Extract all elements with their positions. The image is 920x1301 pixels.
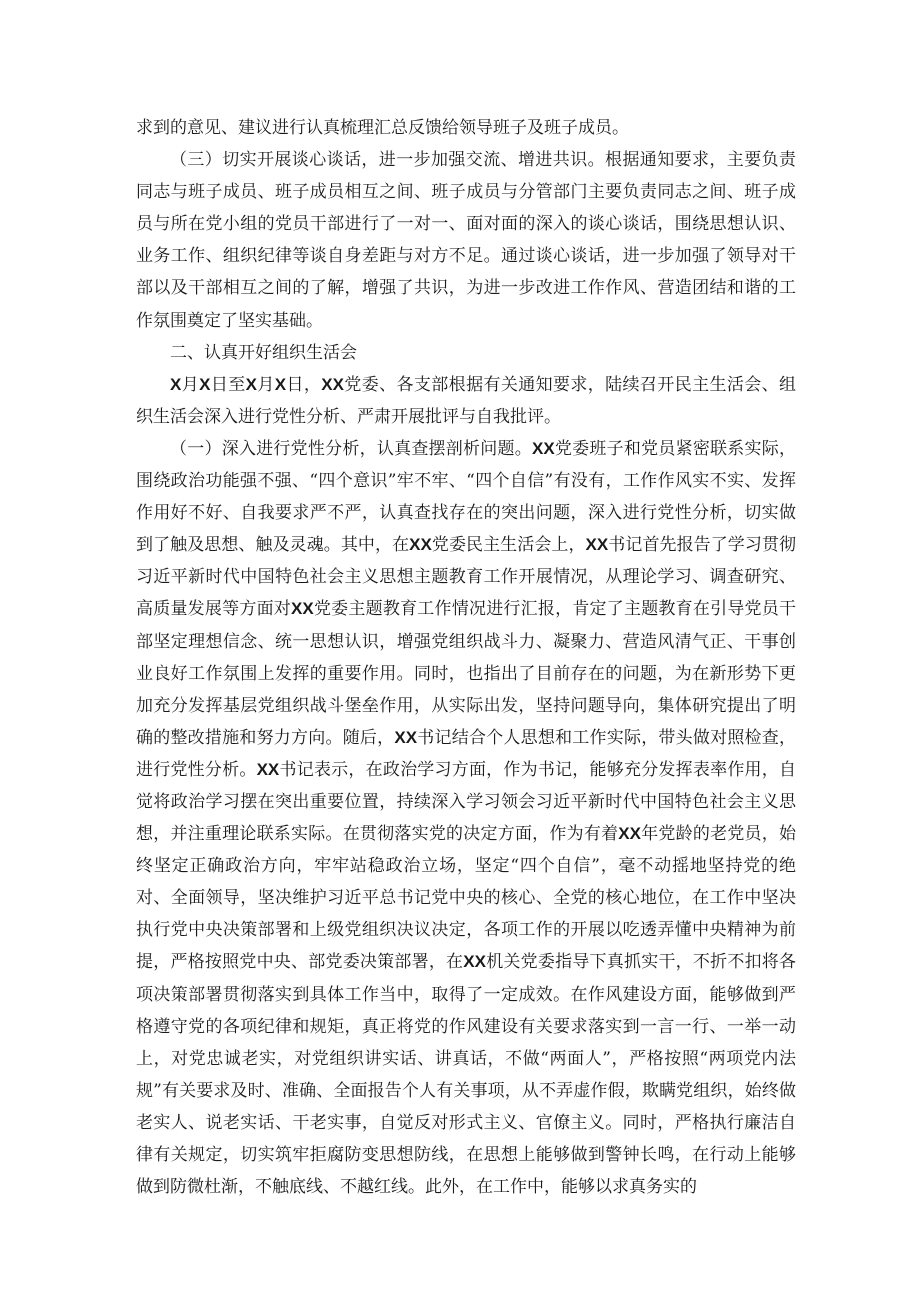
text-span: （一）深入进行党性分析，认真查摆剖析问题。 bbox=[170, 438, 532, 459]
text-span: 日， bbox=[286, 374, 322, 395]
day-2: X bbox=[274, 374, 287, 394]
text-span: 书记表示，在政治学习方面，作为书记，能够充分发挥表率作用，自觉将政治学习摆在突出重要位置，持续深入学习领会习近平新时代中国特色社会主义思想，并注重理论联系实际。在贯彻落实党的决定方面，作为有着 bbox=[136, 759, 797, 845]
org-placeholder: XX bbox=[256, 759, 280, 779]
org-placeholder: XX bbox=[394, 727, 418, 747]
month-2: X bbox=[245, 374, 257, 394]
org-placeholder: XX bbox=[409, 535, 432, 555]
paragraph-talk-section: （三）切实开展谈心谈话，进一步加强交流、增进共识。根据通知要求，主要负责同志与班子成员、班子成员相互之间、班子成员与分管部门主要负责同志之间、班子成员与所在党小组的党员干部进行了一对一、面对面的深入的谈心谈话，围绕思想认识、业务工作、组织纪律等谈自身差距与对方不足。通过谈心谈话，进一步加强了领导对干部以及干部相互之间的了解，增强了共识，为进一步改进工作作风、营造团结和谐的工作氛围奠定了坚实基础。 bbox=[136, 150, 796, 331]
day-1: X bbox=[199, 374, 211, 394]
org-placeholder: XX bbox=[321, 374, 344, 394]
org-placeholder: XX bbox=[585, 535, 609, 555]
text-span: 党委班子和党员紧密联系实际，围绕政治功能强不强、“四个意识”牢不牢、“四个自信”有没有，工作作风实不实、发挥作用好不好、自我要求严不严，认真查找存在的突出问题，深入进行党性分析，切实做到了触及思想、触及灵魂。其中，在 bbox=[136, 438, 797, 556]
text-span: 党委、各支部根据有关通知要求，陆续召开民主生活会、组织生活会深入进行党性分析、严肃开展批评与自我批评。 bbox=[136, 374, 797, 427]
text-span: 机关党委指导下真抓实干，不折不扣将各项决策部署贯彻落实到具体工作当中，取得了一定成效。在作风建设方面，能够做到严格遵守党的各项纪律和规矩，真正将党的作风建设有关要求落实到一言一行、一举一动上，对党忠诚老实，对党组织讲实话、讲真话，不做“两面人”，严格按照“两项党内法规”有关要求及时、准确、全面报告个人有关事项，从不弄虚作假，欺瞒党组织，始终做老实人、说老实话、干老实事，自觉反对形式主义、官僚主义。同时，严格执行廉洁自律有关规定，切实筑牢拒腐防变思想防线，在思想上能够做到警钟长鸣，在行动上能够做到防微杜渐，不触底线、不越红线。此外，在工作中，能够以求真务实的 bbox=[136, 952, 797, 1198]
document-body bbox=[136, 112, 796, 1203]
month-1: X bbox=[170, 374, 182, 394]
org-placeholder: XX bbox=[291, 599, 314, 619]
org-placeholder: XX bbox=[532, 438, 555, 458]
text-span: 书记首先报告了学习贯彻习近平新时代中国特色社会主义思想主题教育工作开展情况，从理论学习、调查研究、高质量发展等方面对 bbox=[136, 535, 797, 620]
text-span: 年党龄的老党员，始终坚定正确政治方向，牢牢站稳政治立场，坚定“四个自信”，毫不动摇地坚持党的绝对、全面领导，坚决维护习近平总书记党中央的核心、全党的核心地位，在工作中坚决执行党中央决策部署和上级党组织决议决定，各项工作的开展以吃透弄懂中央精神为前提，严格按照党中央、部党委决策部署，在 bbox=[136, 824, 797, 973]
text-span: 日至 bbox=[210, 374, 246, 395]
text-span: 月 bbox=[256, 374, 275, 395]
paragraph-meeting-dates bbox=[136, 369, 796, 433]
text-span: 党委主题教育工作情况进行汇报，肯定了主题教育在引导党员干部坚定理想信念、统一思想认识，增强党组织战斗力、凝聚力、营造风清气正、干事创业良好工作氛围上发挥的重要作用。同时，也指出了目前存在的问题，为在新形势下更加充分发挥基层党组织战斗堡垒作用，从实际出发，坚持问题导向，集体研究提出了明确的整改措施和努力方向。随后， bbox=[136, 599, 797, 748]
years-placeholder: XX bbox=[618, 824, 641, 844]
text-span: 月 bbox=[181, 374, 200, 395]
text-span: 党委民主生活会上， bbox=[431, 535, 586, 556]
text-span: 书记结合个人思想和工作实际，带头做对照检查，进行党性分析。 bbox=[136, 727, 797, 780]
paragraph-continuation: 求到的意见、建议进行认真梳理汇总反馈给领导班子及班子成员。 bbox=[136, 118, 629, 138]
org-placeholder: XX bbox=[463, 952, 486, 972]
section-heading-2: 二、认真开好组织生活会 bbox=[170, 342, 357, 363]
paragraph-party-analysis bbox=[136, 433, 796, 1203]
